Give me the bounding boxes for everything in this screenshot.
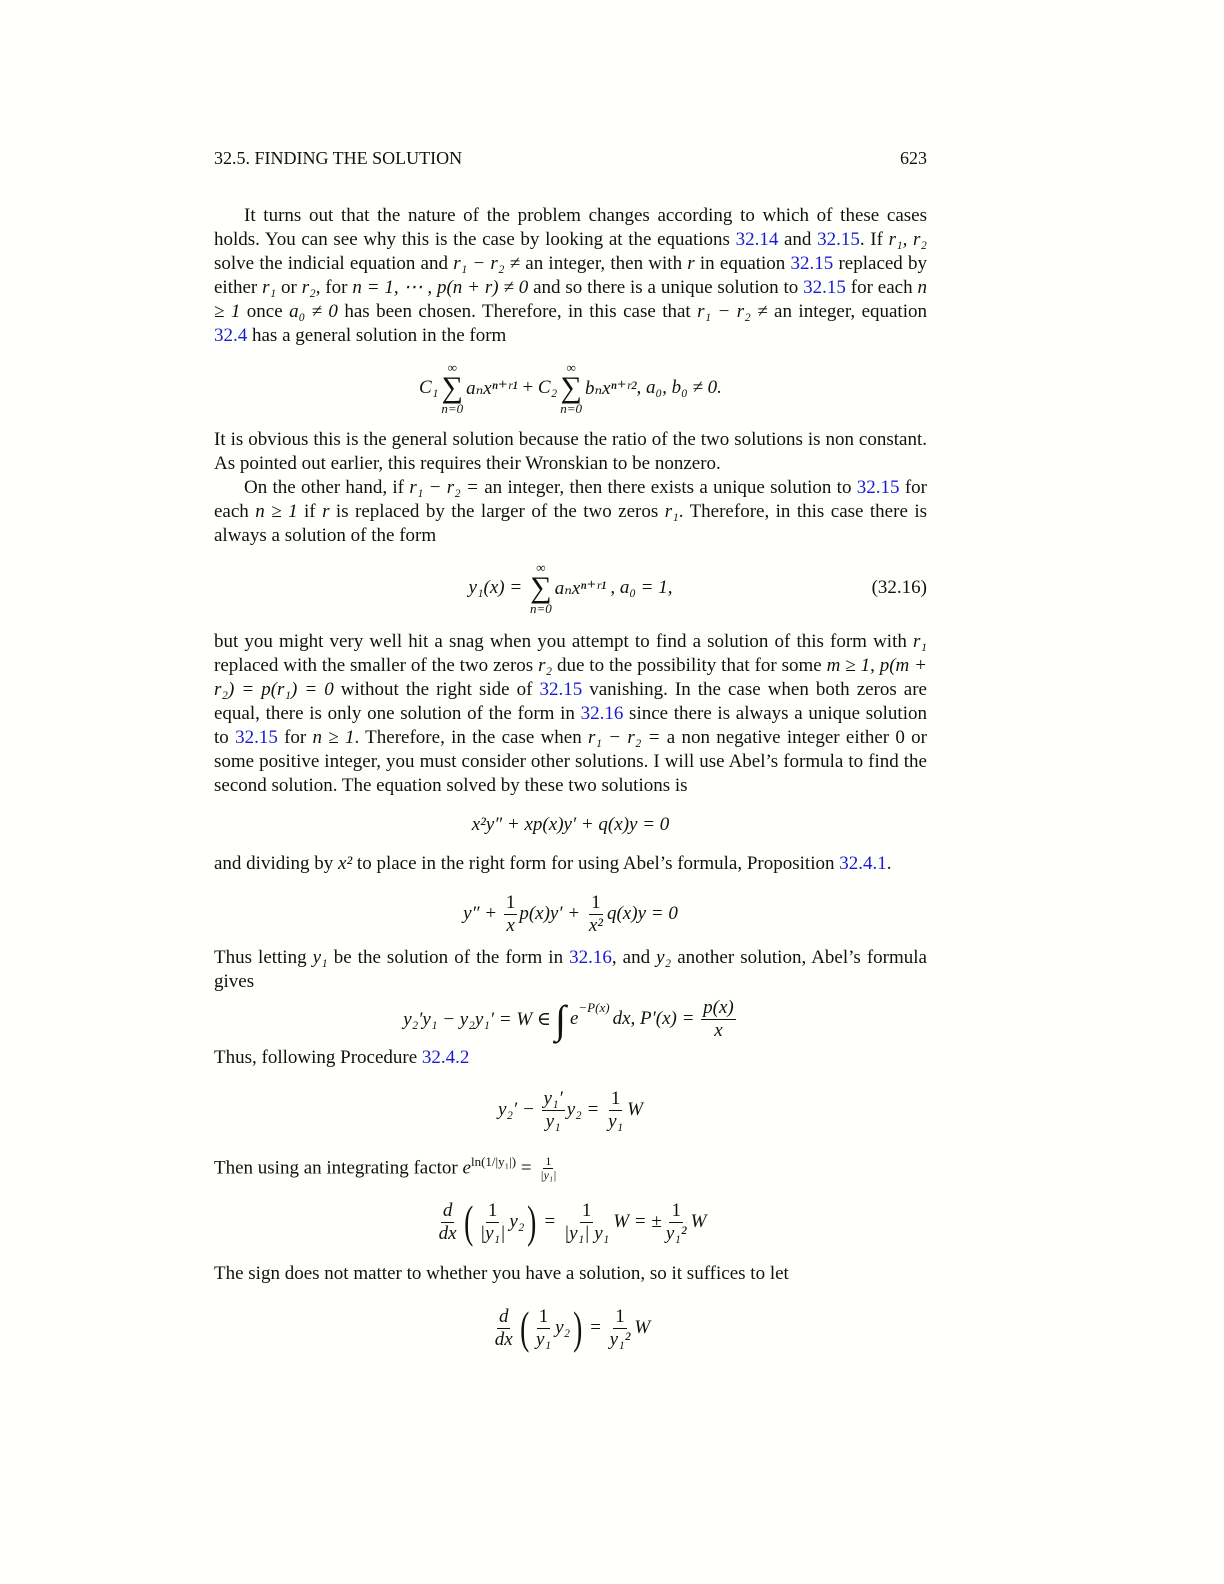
- fraction: [664, 1200, 689, 1245]
- paragraph-integrating-factor: [214, 1150, 927, 1183]
- equation-normalized: [214, 886, 927, 942]
- exponent: −P(x): [578, 1000, 610, 1015]
- text-run: The sign does not matter to whether you have a solution, so it suffices to let: [214, 1263, 789, 1284]
- text-run: for: [277, 727, 313, 748]
- fraction: [608, 1306, 633, 1351]
- eq-lhs: y₁(x) =: [468, 577, 527, 598]
- derivative-fraction: [493, 1306, 515, 1351]
- sigma-icon: ∑: [530, 571, 552, 604]
- numerator: 1: [591, 891, 601, 913]
- right-paren: ): [527, 1196, 537, 1247]
- text-run: Thus letting: [214, 947, 313, 968]
- text-run: and: [778, 229, 818, 250]
- inline-math: r₁ − r₂ ≠: [453, 253, 521, 274]
- text-run: in equation: [694, 253, 791, 274]
- text-run: ,: [870, 655, 880, 676]
- text-run: and dividing by: [214, 853, 339, 874]
- sum-lower: n=0: [560, 401, 582, 416]
- left-paren: (: [519, 1302, 529, 1353]
- equation-ode: [214, 810, 927, 840]
- numerator: 1: [671, 1199, 681, 1221]
- text-run: for each: [214, 477, 927, 522]
- inline-math: r: [687, 253, 695, 274]
- denominator: y₁²: [665, 1222, 687, 1244]
- eq-c1: C₁: [419, 377, 439, 398]
- text-run: a non negative integer either 0 or some positive integer, you must consider other solutions. I will use Abel’s formula to find the second solution. The equation solved by these two solutions is: [214, 727, 928, 796]
- equation-link[interactable]: 32.4.2: [421, 1047, 470, 1068]
- denominator: dx: [438, 1222, 457, 1244]
- sum-upper: ∞: [447, 360, 457, 375]
- numerator: 1: [545, 1153, 552, 1168]
- text-run: an integer, then there exists a unique solution to: [478, 477, 857, 498]
- eq-term1: aₙxⁿ⁺ʳ¹: [466, 377, 518, 399]
- fraction: [542, 1088, 565, 1133]
- eq-part: W: [627, 1099, 643, 1120]
- equation-wronskian: [214, 992, 927, 1046]
- inline-math: r₁ − r₂ =: [588, 727, 661, 748]
- inline-math: a₀ ≠ 0: [289, 301, 338, 322]
- left-paren: (: [463, 1196, 473, 1247]
- inline-math: r₁ − r₂ =: [409, 477, 479, 498]
- denominator: x: [506, 914, 515, 936]
- math: e: [462, 1157, 471, 1179]
- summation: [530, 561, 552, 615]
- equation-link[interactable]: 32.15: [803, 277, 846, 298]
- equation-link[interactable]: 32.15: [817, 229, 860, 250]
- numerator: 1: [538, 1305, 549, 1327]
- denominator: |y₁|: [479, 1222, 506, 1244]
- eq-part: =: [539, 1211, 560, 1232]
- text-run: is replaced by the larger of the two zeros: [329, 501, 665, 522]
- text-run: another solution, Abel’s formula gives: [214, 947, 927, 992]
- paragraph-sign: [214, 1262, 927, 1286]
- eq-term: aₙxⁿ⁺ʳ¹: [554, 577, 607, 599]
- paragraph-cases: [214, 204, 927, 348]
- equation-link[interactable]: 32.4: [214, 325, 248, 346]
- fraction: [606, 1088, 625, 1133]
- eq-part: W = ±: [613, 1211, 662, 1232]
- inline-math: r₁: [262, 277, 277, 298]
- denominator: dx: [494, 1328, 513, 1350]
- sum-upper: ∞: [536, 560, 546, 575]
- text-run: solve the indicial equation and: [214, 253, 454, 274]
- eq-part: y₂′ −: [498, 1099, 540, 1120]
- text-run: On the other hand, if: [244, 477, 410, 498]
- denominator: y₁: [536, 1328, 552, 1350]
- text-run: has a general solution in the form: [247, 325, 507, 346]
- numerator: 1: [615, 1305, 625, 1327]
- inline-math: r: [322, 501, 330, 522]
- eq-text: x²y″ + xp(x)y′ + q(x)y = 0: [471, 814, 670, 835]
- inline-math: p(m + r₂) = p(r₁) = 0: [214, 655, 928, 700]
- equation-integrating: [214, 1192, 927, 1252]
- right-paren: ): [573, 1302, 583, 1353]
- text-run: since there is always a unique solution to: [214, 703, 927, 748]
- section-title: 32.5. FINDING THE SOLUTION: [214, 148, 463, 168]
- eq-part: y₂′y₁ − y₂y₁′ = W ∈: [403, 1008, 551, 1030]
- numerator: 1: [487, 1199, 498, 1221]
- equation-link[interactable]: 32.15: [539, 679, 583, 700]
- eq-term2: bₙxⁿ⁺ʳ²: [584, 377, 637, 399]
- numerator: d: [498, 1305, 509, 1327]
- equation-linear: [214, 1082, 927, 1138]
- fraction: [538, 1155, 558, 1184]
- equation-final: [214, 1298, 927, 1358]
- fraction: [562, 1200, 611, 1245]
- paragraph-abel: [214, 946, 927, 994]
- text-run: or: [276, 277, 302, 298]
- text-run: . If: [859, 229, 889, 250]
- equation-number: (32.16): [871, 577, 927, 598]
- numerator: y₁′: [543, 1087, 563, 1109]
- sigma-icon: ∑: [560, 371, 582, 404]
- text-run: vanishing. In the case when both zeros are equal, there is only one solution of the form in: [214, 679, 927, 724]
- eq-part: y₂: [555, 1317, 571, 1338]
- paragraph-obvious: [214, 428, 927, 476]
- inline-math: n ≥ 1: [214, 277, 927, 322]
- eq-tail: , a₀, b₀ ≠ 0.: [636, 377, 722, 398]
- equation-general-solution: [214, 358, 927, 418]
- denominator: |y₁| y₁: [563, 1222, 610, 1244]
- inline-math: r₁ − r₂ ≠: [697, 301, 768, 322]
- text-run: once: [240, 301, 290, 322]
- fraction: [701, 997, 736, 1042]
- fraction: [504, 892, 518, 937]
- numerator: p(x): [703, 996, 734, 1018]
- text-run: Thus, following Procedure: [214, 1047, 422, 1068]
- eq-part: dx, P′(x) =: [612, 1008, 700, 1029]
- inline-math: r₁: [664, 501, 679, 522]
- numerator: 1: [505, 891, 516, 913]
- inline-math: n ≥ 1: [255, 501, 298, 522]
- sum-lower: n=0: [529, 601, 552, 616]
- denominator: y₁: [545, 1110, 561, 1132]
- page-number: 623: [900, 148, 927, 168]
- eq-part: y₂: [509, 1211, 525, 1232]
- inline-math: r₁: [913, 631, 927, 652]
- eq-part: e: [569, 1008, 579, 1029]
- text-run: , for: [315, 277, 353, 298]
- inline-math: n ≥ 1: [312, 727, 355, 748]
- inline-math: n = 1, ⋯ , p(n + r) ≠ 0: [352, 277, 529, 298]
- inline-math: x²: [338, 853, 353, 874]
- denominator: |y₁|: [540, 1168, 557, 1183]
- text-run: but you might very well hit a snag when you attempt to find a solution of this form with: [214, 631, 913, 652]
- text-run: It is obvious this is the general solution because the ratio of the two solutions is non constant. As pointed out earlier, this requires their Wronskian to be nonzero.: [214, 429, 927, 474]
- eq-plus: +: [517, 377, 538, 398]
- text-run: for each: [845, 277, 918, 298]
- fraction: [587, 892, 605, 937]
- text-run: . Therefore, in this case there is always a solution of the form: [214, 501, 927, 546]
- inline-math: r₂: [301, 277, 316, 298]
- equation-link[interactable]: 32.16: [569, 947, 612, 968]
- numerator: d: [442, 1199, 453, 1221]
- equation-link[interactable]: 32.4.1: [839, 853, 887, 874]
- inline-math: m ≥ 1: [826, 655, 871, 676]
- eq-part: y″ +: [463, 903, 502, 924]
- equation-link[interactable]: 32.16: [580, 703, 624, 724]
- equation-32-16: [214, 558, 927, 618]
- eq-part: =: [585, 1317, 606, 1338]
- exponent: ln(1/|y₁|): [470, 1154, 517, 1169]
- eq-part: p(x)y′ +: [519, 903, 585, 924]
- sigma-icon: ∑: [441, 371, 463, 404]
- inline-math: r₁, r₂: [888, 229, 928, 250]
- eq-part: y₂ =: [566, 1099, 605, 1120]
- summation: [441, 361, 463, 415]
- equation-link[interactable]: 32.15: [235, 727, 278, 748]
- paragraph-other-hand: [214, 476, 927, 548]
- derivative-fraction: [437, 1200, 459, 1245]
- text-run: replaced by either: [214, 253, 928, 298]
- equation-link[interactable]: 32.14: [735, 229, 779, 250]
- denominator: y₁: [608, 1110, 624, 1132]
- fraction: [478, 1200, 508, 1245]
- text-run: without the right side of: [333, 679, 540, 700]
- text-run: due to the possibility that for some: [552, 655, 827, 676]
- text-run: if: [297, 501, 323, 522]
- paragraph-snag: [214, 630, 927, 798]
- text-run: It turns out that the nature of the problem changes according to which of these cases holds. You can see why this is the case by looking at the equations: [214, 205, 927, 250]
- integral-sign: ∫: [555, 996, 566, 1042]
- denominator: x: [714, 1019, 723, 1041]
- denominator: y₁²: [609, 1328, 631, 1350]
- numerator: 1: [581, 1199, 592, 1221]
- text-run: an integer, equation: [767, 301, 927, 322]
- text-run: , and: [611, 947, 657, 968]
- inline-math: r₂: [538, 655, 553, 676]
- numerator: 1: [610, 1087, 621, 1109]
- eq-tail: , a₀ = 1,: [610, 577, 673, 598]
- denominator: x²: [588, 914, 603, 936]
- inline-math: y₂: [656, 947, 672, 968]
- eq-part: W: [690, 1211, 707, 1232]
- eq-part: q(x)y = 0: [606, 903, 678, 924]
- paragraph-dividing: [214, 852, 927, 876]
- equation-link[interactable]: 32.15: [790, 253, 834, 274]
- eq-c2: C₂: [537, 377, 558, 398]
- text-run: replaced with the smaller of the two zeros: [214, 655, 539, 676]
- text-run: .: [886, 853, 892, 874]
- text-run: and so there is a unique solution to: [528, 277, 804, 298]
- text-run: to place in the right form for using Abel’s formula, Proposition: [352, 853, 840, 874]
- text-run: Then using an integrating factor: [214, 1157, 463, 1179]
- equation-link[interactable]: 32.15: [856, 477, 900, 498]
- text-run: has been chosen. Therefore, in this case that: [337, 301, 698, 322]
- text-run: be the solution of the form in: [327, 947, 570, 968]
- running-header: [214, 148, 927, 169]
- sum-lower: n=0: [441, 401, 464, 416]
- text-run: an integer, then with: [520, 253, 688, 274]
- math: =: [516, 1157, 537, 1179]
- sum-upper: ∞: [566, 360, 576, 375]
- eq-part: W: [634, 1317, 651, 1338]
- fraction: [534, 1306, 553, 1351]
- text-run: . Therefore, in the case when: [354, 727, 589, 748]
- inline-math: y₁: [312, 947, 328, 968]
- paragraph-procedure: [214, 1046, 927, 1070]
- summation: [560, 361, 582, 415]
